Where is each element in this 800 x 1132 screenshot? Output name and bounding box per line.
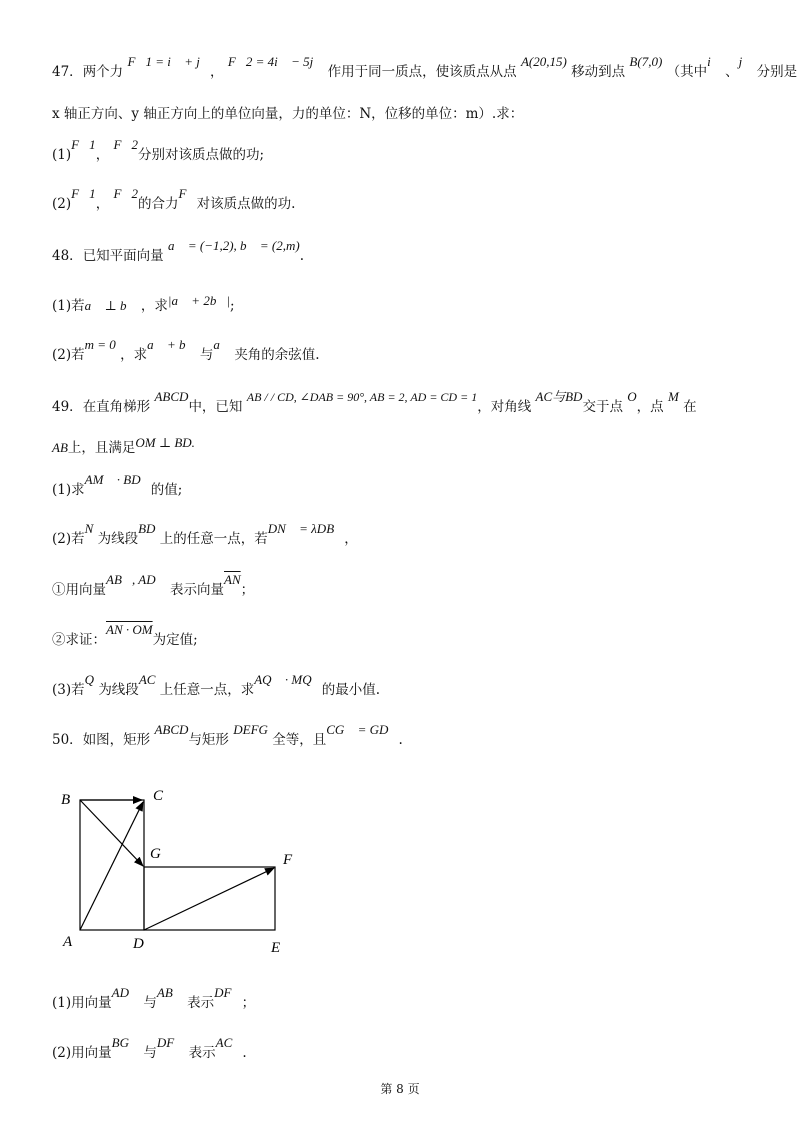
text: 为线段 xyxy=(98,682,139,698)
q49-part1 xyxy=(52,472,183,500)
text: ，对角线 xyxy=(477,399,532,415)
text: 、 xyxy=(725,64,739,80)
formula: a⃗ ⊥ b⃗ xyxy=(84,298,137,313)
q48-line1 xyxy=(52,238,305,266)
formula: N xyxy=(84,521,94,536)
text: 如图，矩形 xyxy=(82,732,151,748)
text: ，求 xyxy=(120,347,148,363)
formula: ABCD xyxy=(154,722,189,737)
formula: AC xyxy=(138,672,156,687)
question-number: 50． xyxy=(52,732,83,748)
text: 为定值; xyxy=(152,632,198,648)
formula: AQ⃗ · MQ⃗ xyxy=(254,672,322,687)
text: ①用向量 xyxy=(52,582,106,598)
formula: AC⃗ xyxy=(215,1035,243,1050)
formula: a⃗ xyxy=(213,337,231,352)
text: 夹角的余弦值. xyxy=(234,347,320,363)
formula: AD⃗ xyxy=(111,985,140,1000)
formula: A(20,15) xyxy=(520,54,567,69)
text: 的值; xyxy=(150,482,183,498)
formula: Q xyxy=(84,672,95,687)
formula: DF⃗ xyxy=(156,1035,185,1050)
formula: j⃗ xyxy=(738,54,753,69)
text: (2) xyxy=(52,196,72,212)
text: 对该质点做的功. xyxy=(196,196,296,212)
formula: i⃗ xyxy=(707,54,721,69)
label-c: C xyxy=(153,788,164,804)
formula: BD xyxy=(138,521,156,536)
text: ， xyxy=(210,64,224,80)
q47-line1 xyxy=(52,54,798,82)
text: 在直角梯形 xyxy=(82,399,151,415)
vector-bg xyxy=(80,800,143,866)
text: 与 xyxy=(143,1045,157,1061)
formula: M xyxy=(667,389,679,404)
q49-line2 xyxy=(52,435,195,458)
formula: a⃗ + b⃗ xyxy=(147,337,196,352)
label-e: E xyxy=(271,940,281,956)
label-g: G xyxy=(150,846,161,862)
label-d: D xyxy=(133,936,144,952)
text: (1)求 xyxy=(52,482,85,498)
formula: AM⃗ · BD⃗ xyxy=(84,472,151,487)
formula: BG⃗ xyxy=(111,1035,140,1050)
formula: ABCD xyxy=(154,389,189,404)
q48-part1 xyxy=(52,293,235,316)
vector-df xyxy=(144,868,274,930)
label-a: A xyxy=(63,934,73,950)
text: 上，且满足 xyxy=(67,440,136,456)
formula: AB / / CD, ∠DAB = 90°, AB = 2, AD = CD = 1 xyxy=(246,390,478,404)
text: 分别对该质点做的功; xyxy=(138,147,265,163)
q47-part1 xyxy=(52,137,265,165)
text: 作用于同一质点，使该质点从点 xyxy=(327,64,517,80)
formula: B(7,0) xyxy=(629,54,663,69)
text: 分别是 xyxy=(756,64,798,80)
q49-part3 xyxy=(52,672,381,700)
text: 两个力 xyxy=(82,64,124,80)
text: ； xyxy=(241,995,256,1011)
text: (1)用向量 xyxy=(52,995,112,1011)
formula: DEFG xyxy=(233,722,268,737)
text: 在 xyxy=(683,399,697,415)
text: 的合力 xyxy=(138,196,179,212)
q49-line1 xyxy=(52,389,697,417)
formula: AC与BD xyxy=(535,389,583,404)
formula: F⃗2 xyxy=(113,137,139,152)
vector-ac xyxy=(80,802,143,930)
formula: F⃗1 xyxy=(71,186,96,201)
formula: |a⃗ + 2b⃗| xyxy=(167,293,231,308)
text: 表示 xyxy=(188,1045,216,1061)
text: (2)用向量 xyxy=(52,1045,112,1061)
question-number: 48． xyxy=(52,248,83,264)
text: . xyxy=(398,732,403,748)
text: ②求证： xyxy=(52,632,106,648)
text: 移动到点 xyxy=(571,64,626,80)
q47-line2: x 轴正方向、y 轴正方向上的单位向量，力的单位：N，位移的单位：m）.求： xyxy=(52,106,524,122)
question-number: 47． xyxy=(52,64,83,80)
text: . xyxy=(299,248,305,264)
page-number: 第 8 页 xyxy=(380,1082,420,1096)
text: . xyxy=(242,1045,247,1061)
q49-sub1 xyxy=(52,572,255,600)
formula: F⃗1 = i⃗ + j⃗ xyxy=(127,54,211,69)
text: 表示 xyxy=(187,995,215,1011)
text: 与 xyxy=(199,347,214,363)
formula: O xyxy=(627,389,637,404)
formula: m = 0 xyxy=(84,337,116,352)
text: ， xyxy=(95,147,110,163)
formula: F⃗2 = 4i⃗ − 5j⃗ xyxy=(227,54,324,69)
text: ，点 xyxy=(636,399,664,415)
text: ，求 xyxy=(140,298,168,314)
formula: CG⃗ = GD⃗ xyxy=(326,722,399,737)
text: 交于点 xyxy=(582,399,623,415)
q48-part2 xyxy=(52,337,320,365)
text: ， xyxy=(95,196,110,212)
formula: a⃗ = (−1,2), b⃗ = (2,m) xyxy=(167,238,300,253)
text: (1)若 xyxy=(52,298,85,314)
text: 的最小值. xyxy=(321,682,381,698)
q50-part2 xyxy=(52,1035,247,1063)
text: 全等，且 xyxy=(272,732,327,748)
q47-part2 xyxy=(52,186,296,214)
text: ， xyxy=(344,531,358,547)
text: (2)若 xyxy=(52,347,85,363)
text: ; xyxy=(230,298,235,314)
formula: AB xyxy=(52,440,68,455)
formula: AB⃗, AD⃗ xyxy=(106,572,166,587)
text: 上任意一点，求 xyxy=(159,682,255,698)
rectangles-figure xyxy=(55,780,315,960)
q50-part1 xyxy=(52,985,256,1013)
text: ； xyxy=(240,582,255,598)
q49-sub2 xyxy=(52,622,198,650)
question-number: 49． xyxy=(52,399,83,415)
text: 与 xyxy=(143,995,157,1011)
q49-part2 xyxy=(52,521,358,549)
text: 与矩形 xyxy=(188,732,229,748)
text: 已知平面向量 xyxy=(82,248,164,264)
text: (2)若 xyxy=(52,531,85,547)
formula: F⃗1 xyxy=(71,137,96,152)
text: （其中 xyxy=(666,64,708,80)
label-b: B xyxy=(61,792,71,808)
formula: $\overline{AN}$ xyxy=(224,572,241,587)
q50-line1 xyxy=(52,722,403,750)
formula: DF⃗ xyxy=(214,985,242,1000)
formula: DN⃗ = λDB⃗ xyxy=(267,521,345,536)
text: 表示向量 xyxy=(170,582,224,598)
text: 为线段 xyxy=(97,531,139,547)
formula: F⃗2 xyxy=(113,186,139,201)
formula: F⃗ xyxy=(178,186,197,201)
formula: AB⃗ xyxy=(156,985,183,1000)
text: 上的任意一点，若 xyxy=(159,531,268,547)
text: (3)若 xyxy=(52,682,85,698)
text: (1) xyxy=(52,147,72,163)
label-f: F xyxy=(283,852,293,868)
text: 中，已知 xyxy=(188,399,243,415)
formula: OM ⊥ BD. xyxy=(135,435,195,450)
formula: AN · OM xyxy=(106,622,153,637)
